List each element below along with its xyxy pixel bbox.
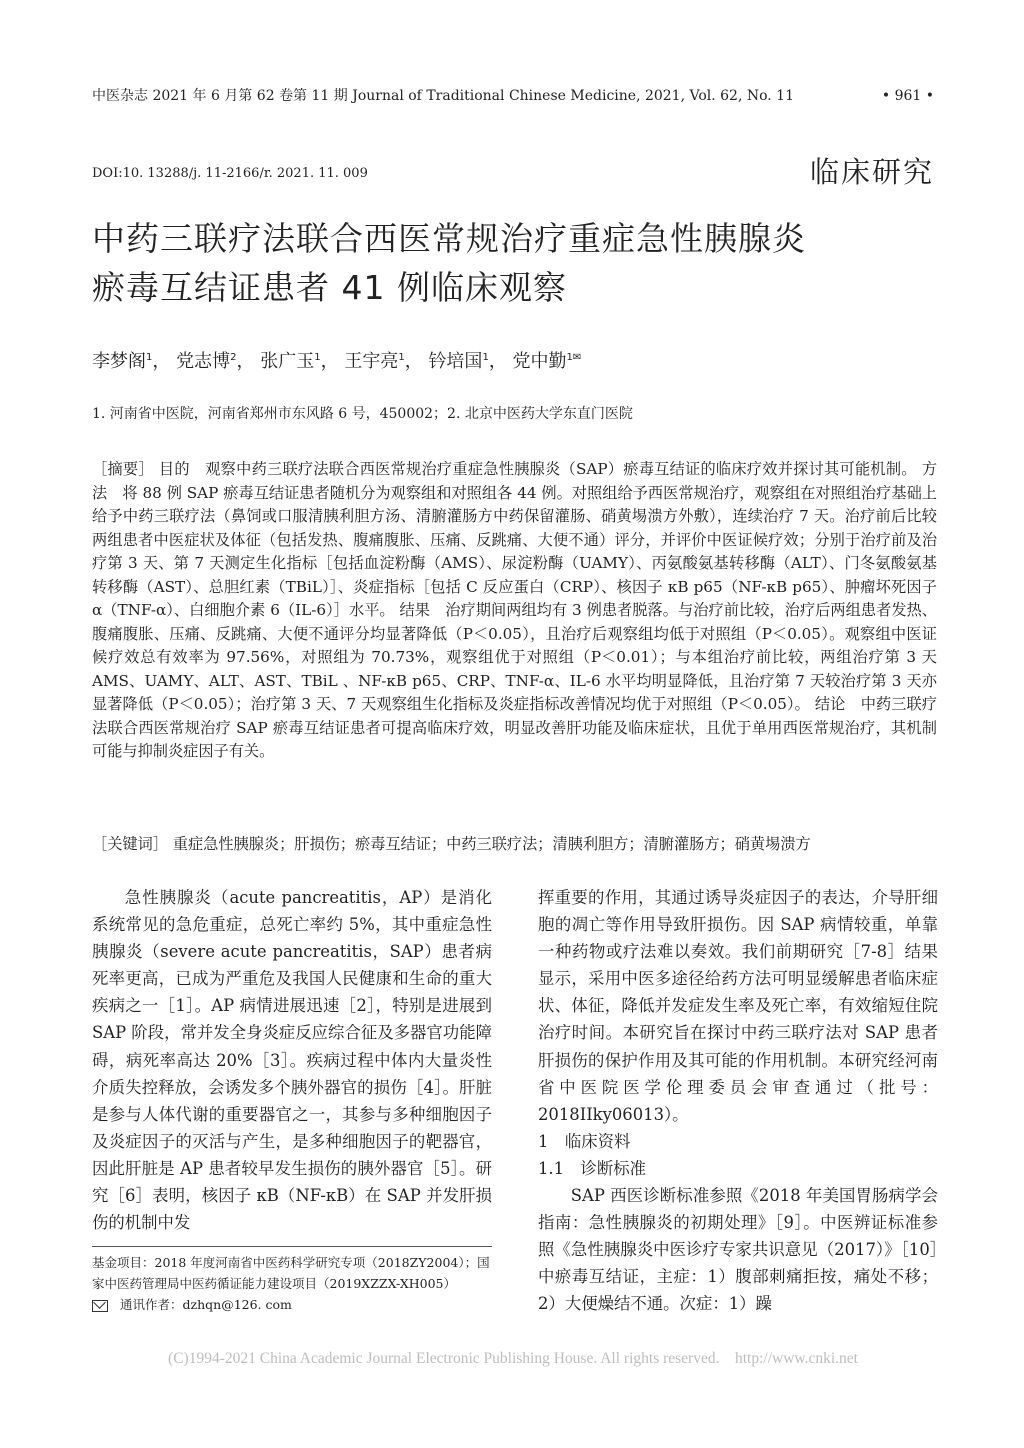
author-list	[92, 347, 581, 373]
author: 王宇亮$^1$，	[344, 351, 423, 372]
doi[interactable]: DOI:10. 13288/j. 11-2166/r. 2021. 11. 009	[92, 166, 368, 181]
abstract-text: 目的 观察中药三联疗法联合西医常规治疗重症急性胰腺炎（SAP）瘀毒互结证的临床疗效并探讨其可能机制。 方法 将 88 例 SAP 瘀毒互结证患者随机分为观察组和对照组各 44 例。对照组给予西医常规治疗，观察组在对照组治疗基础上给予中药三联疗法（鼻饲或口服清胰利胆方汤、清腑灌肠方中药保留灌肠、硝黄埸溃方外敷），连续治疗 7 天。治疗前后比较两组患者中医症状及体征（包括发热、腹痛腹胀、压痛、反跳痛、大便不通）评分，并评价中医证候疗效；分别于治疗前及治疗第 3 天、第 7 天测定生化指标［包括血淀粉酶（AMS）、尿淀粉酶（UAMY）、丙氨酸氨基转移酶（ALT）、门冬氨酸氨基转移酶（AST）、总胆红素（TBiL）］、炎症指标［包括 C 反应蛋白（CRP）、核因子 κB p65（NF-κB p65）、肿瘤坏死因子 α（TNF-α）、白细胞介素 6（IL-6）］水平。 结果 治疗期间两组均有 3 例患者脱落。与治疗前比较，治疗后两组患者发热、腹痛腹胀、压痛、反跳痛、大便不通评分均显著降低（P＜0.05），且治疗后观察组均低于对照组（P＜0.05）。观察组中医证候疗效总有效率为 97.56%，对照组为 70.73%，观察组优于对照组（P＜0.01）；与本组治疗前比较，两组治疗第 3 天 AMS、UAMY、ALT、AST、TBiL 、NF-κB p65、CRP、TNF-α、IL-6 水平均明显降低，且治疗第 7 天较治疗第 3 天亦显著降低（P＜0.05）；治疗第 3 天、7 天观察组生化指标及炎症指标改善情况均优于对照组（P＜0.05）。 结论 中药三联疗法联合西医常规治疗 SAP 瘀毒互结证患者可提高临床疗效，明显改善肝功能及临床症状，且优于单用西医常规治疗，其机制可能与抑制炎症因子有关。	[92, 460, 938, 760]
title-line-2: 瘀毒互结证患者 41 例临床观察	[92, 268, 567, 307]
column-label: 临床研究	[809, 155, 934, 189]
running-header	[92, 86, 934, 106]
body-paragraph: 急性胰腺炎（acute pancreatitis，AP）是消化系统常见的急危重症，总死亡率约 5%，其中重症急性胰腺炎（severe acute pancreatitis，SAP）患者病死率更高，已成为严重危及我国人民健康和生命的重大疾病之一［1］。AP 病情进展迅速［2］，特别是进展到 SAP 阶段，常并发全身炎症反应综合征及多器官功能障碍，病死率高达 20%［3］。疾病过程中体内大量炎性介质失控释放，会诱发多个胰外器官的损伤［4］。肝脏是参与人体代谢的重要器官之一，其参与多种细胞因子及炎症因子的灭活与产生，是多种细胞因子的靶器官，因此肝脏是 AP 患者较早发生损伤的胰外器官［5］。研究［6］表明，核因子 κB（NF-κB）在 SAP 并发肝损伤的机制中发	[92, 888, 492, 1233]
body-column-left	[92, 884, 492, 1236]
footnote	[92, 1252, 492, 1315]
keywords-text: 重症急性胰腺炎；肝损伤；瘀毒互结证；中药三联疗法；清胰利胆方；清腑灌肠方；硝黄埸溃方	[172, 835, 811, 853]
corresponding-author: 党中勤$^{1✉}$	[512, 351, 582, 372]
journal-line: 中医杂志 2021 年 6 月第 62 卷第 11 期 Journal of Traditional Chinese Medicine, 2021, Vol. 62, No. 11	[92, 88, 794, 104]
author: 党志博$^2$，	[176, 351, 255, 372]
footnote-divider	[92, 1246, 492, 1247]
author: 张广玉$^1$，	[260, 351, 339, 372]
keywords-label: ［关键词］	[92, 835, 168, 853]
copyright-watermark: (C)1994-2021 China Academic Journal Electronic Publishing House. All rights reserved. http://www.cnki.net	[168, 1350, 858, 1367]
article-title	[92, 214, 942, 312]
correspondence-email[interactable]: 通讯作者：dzhqn@126. com	[120, 1297, 292, 1312]
subsection-heading: 1.1 诊断标准	[538, 1158, 647, 1178]
abstract	[92, 458, 937, 764]
affiliations: 1. 河南省中医院，河南省郑州市东风路 6 号，450002；2. 北京中医药大学东直门医院	[92, 406, 633, 422]
title-line-1: 中药三联疗法联合西医常规治疗重症急性胰腺炎	[92, 219, 806, 258]
author: 李梦阁$^1$，	[92, 351, 171, 372]
body-paragraph: SAP 西医诊断标准参照《2018 年美国胃肠病学会指南：急性胰腺炎的初期处理》［9］。中医辨证标准参照《急性胰腺炎中医诊疗专家共识意见（2017）》［10］中瘀毒互结证，主症：1）腹部刺痛拒按，痛处不移；2）大便燥结不通。次症：1）躁	[538, 1186, 938, 1314]
section-heading: 1 临床资料	[538, 1131, 631, 1151]
envelope-icon	[92, 1300, 108, 1312]
correspondence	[92, 1294, 492, 1315]
page-number: • 961 •	[881, 88, 934, 104]
fund-note: 基金项目：2018 年度河南省中医药科学研究专项（2018ZY2004）；国家中医药管理局中医药循证能力建设项目（2019XZZX-XH005）	[92, 1255, 490, 1291]
author: 钤培国$^1$，	[428, 351, 507, 372]
keywords	[92, 833, 937, 856]
body-column-right	[538, 884, 938, 1318]
abstract-label: ［摘要］	[92, 460, 154, 478]
body-paragraph: 挥重要的作用，其通过诱导炎症因子的表达，介导肝细胞的凋亡等作用导致肝损伤。因 SAP 病情较重，单靠一种药物或疗法难以奏效。我们前期研究［7-8］结果显示，采用中医多途径给药方法可明显缓解患者临床症状、体征，降低并发症发生率及死亡率，有效缩短住院治疗时间。本研究旨在探讨中药三联疗法对 SAP 患者肝损伤的保护作用及其可能的作用机制。本研究经河南省中医院医学伦理委员会审查通过（批号：2018IIky06013）。	[538, 888, 938, 1124]
